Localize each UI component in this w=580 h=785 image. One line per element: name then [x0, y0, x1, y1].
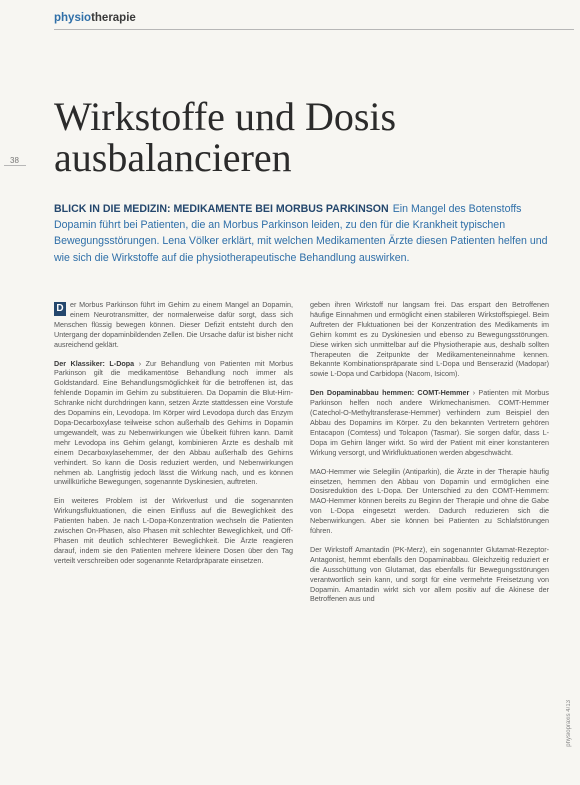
paragraph-mao: MAO-Hemmer wie Selegilin (Antiparkin), die Ärzte in der Therapie häufig einsetzen, hemmen den Abbau von Dopamin und ermöglichen eine Dosisreduktion des L-Dopa. Der Unterschied zu den COMT-Hemmern: MAO-Hemmer können bereits zu Beginn der Therapie und ohne die Gabe von L-Dopa eingesetzt werden. Dadurch reduzieren sich die Nebenwirkungen. Aber sie können bei Patienten zu Schlafstörungen führen. [310, 466, 549, 536]
header-rule [54, 29, 574, 30]
lead-text: Ein Mangel des Botenstoffs Dopamin führt bei Patienten, die an Morbus Parkinson leiden, zu den für die Krankheit typischen Bewegungsstörungen. Lena Völker erklärt, mit welchen Medikamenten Ärzte diesen Patienten helfen und wie sich die Wirkstoffe auf die physiotherapeutische Behandlung auswirken. [54, 203, 548, 264]
paragraph-ldopa-text: Zur Behandlung von Patienten mit Morbus Parkinson gilt die medikamentöse Behandlung noch immer als Goldstandard. Eine Behandlungsmöglichkeit für die betroffenen ist, das fehlende Dopamin im Gehirn zu substituieren. Da Dopamin die Blut-Hirn-Schranke nicht durchdringen kann, setzen Ärzte stattdessen eine Vorstufe des Dopamins ein, Levodopa. Im Körper wird Levodopa durch das Enzym Dopa-Decarboxylase teilweise schon außerhalb des Gehirns in Dopamin umgewandelt, was zu Nebenwirkungen wie Übelkeit führen kann. Damit mehr Levodopa ins Gehirn gelangt, kombinieren Ärzte es deshalb mit einem Decarboxylasehemmer, der den Abbau außerhalb des Gehirns verhindert. So kann die Dosis reduziert werden, und Nebenwirkungen nehmen ab. Langfristig jedoch lässt die Wirkung nach, und es können unwillkürliche Bewegungen, sogenannte Dyskinesien, auftreten. [54, 358, 293, 487]
section-label-a: physio [54, 12, 92, 24]
paragraph-fluctuations: Ein weiteres Problem ist der Wirkverlust und die sogenannten Wirkungsfluktuationen, die einen Einfluss auf die Beweglichkeit des Patienten haben. Je nach L-Dopa-Konzentration wechseln die Patienten zwischen On-Phasen, also Phasen mit schlechter Beweglichkeit, und Off-Phasen mit deutlich schlechterer Beweglichkeit. Die Ärzte reagieren darauf, indem sie den Patienten mehrere kleinere Dosen über den Tag verteilt verschreiben oder sogenannte Retardpräparate einsetzen. [54, 496, 293, 565]
subheading-ldopa: Der Klassiker: L-Dopa [54, 358, 135, 368]
paragraph-amantadin: Der Wirkstoff Amantadin (PK-Merz), ein sogenannter Glutamat-Rezeptor-Antagonist, hemmt ebenfalls den Dopaminabbau. Gleichzeitig reduziert er die Ausschüttung von Glutamat, das ebenfalls für Bewegungsstörungen verantwortlich sein kann, und sorgt für eine vermehrte Freisetzung von Dopamin. Amantadin wirkt sich vor allem positiv auf die Akinese der Betroffenen aus und [310, 544, 549, 604]
page-number-rule [4, 165, 26, 166]
paragraph-comt: Den Dopaminabbau hemmen: COMT-Hemmer › Patienten mit Morbus Parkinson helfen noch andere Wirkmechanismen. COMT-Hemmer (Catechol-O-Methyltransferase-Hemmer) verhindern zum Beispiel den Abbau des Dopamins im Körper. Zu den bekannten Vertretern gehören Entacapon (Comtess) und Tolcapon (Tasmar). Sie sorgen dafür, dass L-Dopa im Gehirn länger wirkt. So wird der Patient mit einer konstanteren Wirkung versorgt, und Wirkfluktuationen werden abgeschwächt. [310, 388, 549, 457]
paragraph-comt-text: Patienten mit Morbus Parkinson helfen noch andere Wirkmechanismen. COMT-Hemmer (Catechol-O-Methyltransferase-Hemmer) verhindern zum Beispiel den Abbau des Dopamins im Körper. Zu den bekannten Vertretern gehören Entacapon (Comtess) und Tolcapon (Tasmar). Sie sorgen dafür, dass L-Dopa im Gehirn länger wirkt. So wird der Patient mit einer konstanteren Wirkung versorgt, und Wirkfluktuationen werden abgeschwächt. [310, 388, 549, 457]
text-column-left [54, 300, 293, 575]
dropcap: D [54, 302, 66, 316]
subheading-comt: Den Dopaminabbau hemmen: COMT-Hemmer [310, 388, 470, 398]
lead-kicker: BLICK IN DIE MEDIZIN: MEDIKAMENTE BEI MORBUS PARKINSON [54, 203, 389, 215]
paragraph-intro [54, 300, 293, 350]
article-lead [54, 201, 564, 266]
page-number: 38 [10, 156, 19, 165]
section-label-b: therapie [91, 12, 136, 24]
paragraph-ldopa: Der Klassiker: L-Dopa › Zur Behandlung von Patienten mit Morbus Parkinson gilt die medikamentöse Behandlung noch immer als Goldstandard. Eine Behandlungsmöglichkeit für die betroffenen ist, das fehlende Dopamin im Gehirn zu substituieren. Da Dopamin die Blut-Hirn-Schranke nicht durchdringen kann, setzen Ärzte stattdessen eine Vorstufe des Dopamins ein, Levodopa. Im Körper wird Levodopa durch das Enzym Dopa-Decarboxylase teilweise schon außerhalb des Gehirns in Dopamin umgewandelt, was zu Nebenwirkungen wie Übelkeit führen kann. Damit mehr Levodopa ins Gehirn gelangt, kombinieren Ärzte es deshalb mit einem Decarboxylasehemmer, der den Abbau außerhalb des Gehirns verhindert. So kann die Dosis reduziert werden, und Nebenwirkungen nehmen ab. Langfristig jedoch lässt die Wirkung nach, und es können unwillkürliche Bewegungen, sogenannte Dyskinesien, auftreten. [54, 358, 293, 487]
magazine-credit: physiopraxis 4/13 [566, 700, 572, 747]
section-kicker [54, 12, 136, 24]
article-headline: Wirkstoffe und Dosis ausbalancieren [54, 94, 397, 180]
paragraph-intro-text: er Morbus Parkinson führt im Gehirn zu einem Mangel an Dopamin, einem Neurotransmitter, der normalerweise dafür sorgt, dass sich Menschen flüssig bewegen können. Dieser Defizit entsteht durch den Untergang der dopaminbildenden Zellen. Die Ursache dafür ist bisher nicht ausreichend geklärt. [54, 300, 293, 349]
text-column-right [310, 300, 549, 613]
paragraph-retard: geben ihren Wirkstoff nur langsam frei. Das erspart den Betroffenen häufige Einnahmen und ermöglicht einen stabileren Wirkstoffspiegel. Beim Auftreten der Fluktuationen bei der Konzentration des Medikaments im Gehirn kommt es zu Dyskinesien und ebenso zu Bewegungsstörungen. Diese wirken sich unmittelbar auf die Physiotherapie aus, deshalb sollten Therapeuten die Zeitpunkte der Medikamenteneinnahme kennen. Bekannte Kombinationspräparate sind L-Dopa und Benserazid (Madopar) sowie L-Dopa und Carbidopa (Nacom, Isicom). [310, 300, 549, 379]
